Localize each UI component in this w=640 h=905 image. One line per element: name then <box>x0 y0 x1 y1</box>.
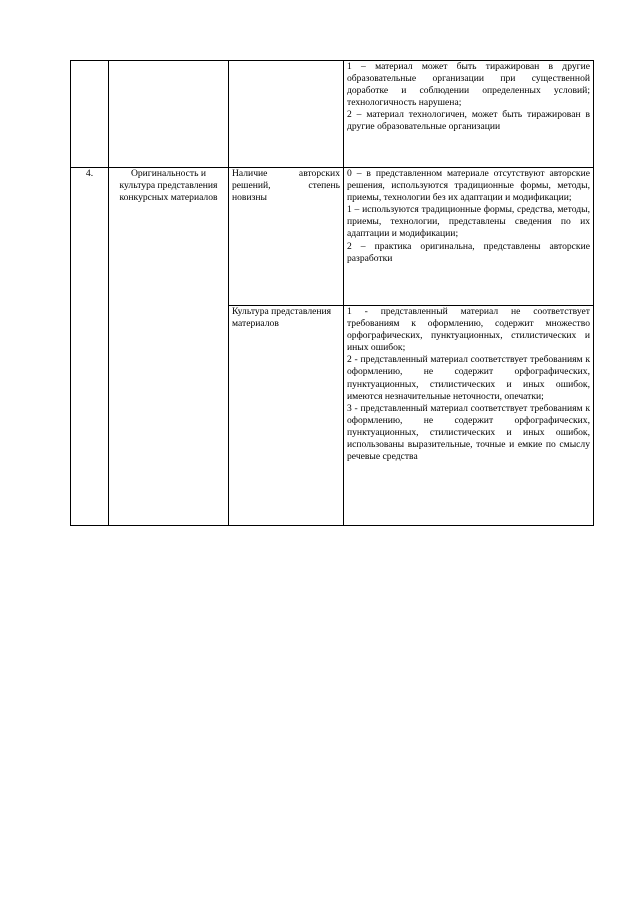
level-text: 0 – в представленном материале отсутствуют авторские решения, используются традиционные формы, методы, приемы, технологии без их адаптации и модификации; <box>347 168 590 204</box>
indicator-cell <box>229 61 344 168</box>
indicator-cell: Наличие авторских решений, степень новизны <box>229 168 344 306</box>
level-text: 1 – используются традиционные формы, средства, методы, приемы, технологии, представлены сведения по их адаптации и модификации; <box>347 204 590 240</box>
levels-cell <box>344 306 594 526</box>
row-number-cell <box>71 61 109 168</box>
level-text: 1 – материал может быть тиражирован в другие образовательные организации при существенной доработке и соблюдении определенных условий; технологичность нарушена; <box>347 61 590 109</box>
criterion-cell <box>109 61 229 168</box>
levels-cell <box>344 61 594 168</box>
level-text: 2 – материал технологичен, может быть тиражирован в другие образовательные организации <box>347 109 590 133</box>
table-row-continuation <box>71 61 594 168</box>
criterion-cell: Оригинальность и культура представления конкурсных материалов <box>109 168 229 526</box>
table-row-criterion-4 <box>71 168 594 306</box>
level-text: 2 – практика оригинальна, представлены авторские разработки <box>347 240 590 264</box>
criteria-table <box>70 60 594 526</box>
level-text: 2 - представленный материал соответствует требованиям к оформлению, не содержит орфографических, пунктуационных, стилистических и иных ошибок, имеются незначительные неточности, опечатки; <box>347 354 590 402</box>
level-text: 1 - представленный материал не соответствует требованиям к оформлению, содержит множество орфографических, пунктуационных, стилистических и иных ошибок; <box>347 306 590 354</box>
row-number-cell: 4. <box>71 168 109 526</box>
indicator-cell: Культура представления материалов <box>229 306 344 526</box>
levels-cell <box>344 168 594 306</box>
level-text: 3 - представленный материал соответствует требованиям к оформлению, не содержит орфографических, пунктуационных, стилистических и иных ошибок, использованы выразительные, точные и емкие по смыслу речевые средства <box>347 402 590 463</box>
